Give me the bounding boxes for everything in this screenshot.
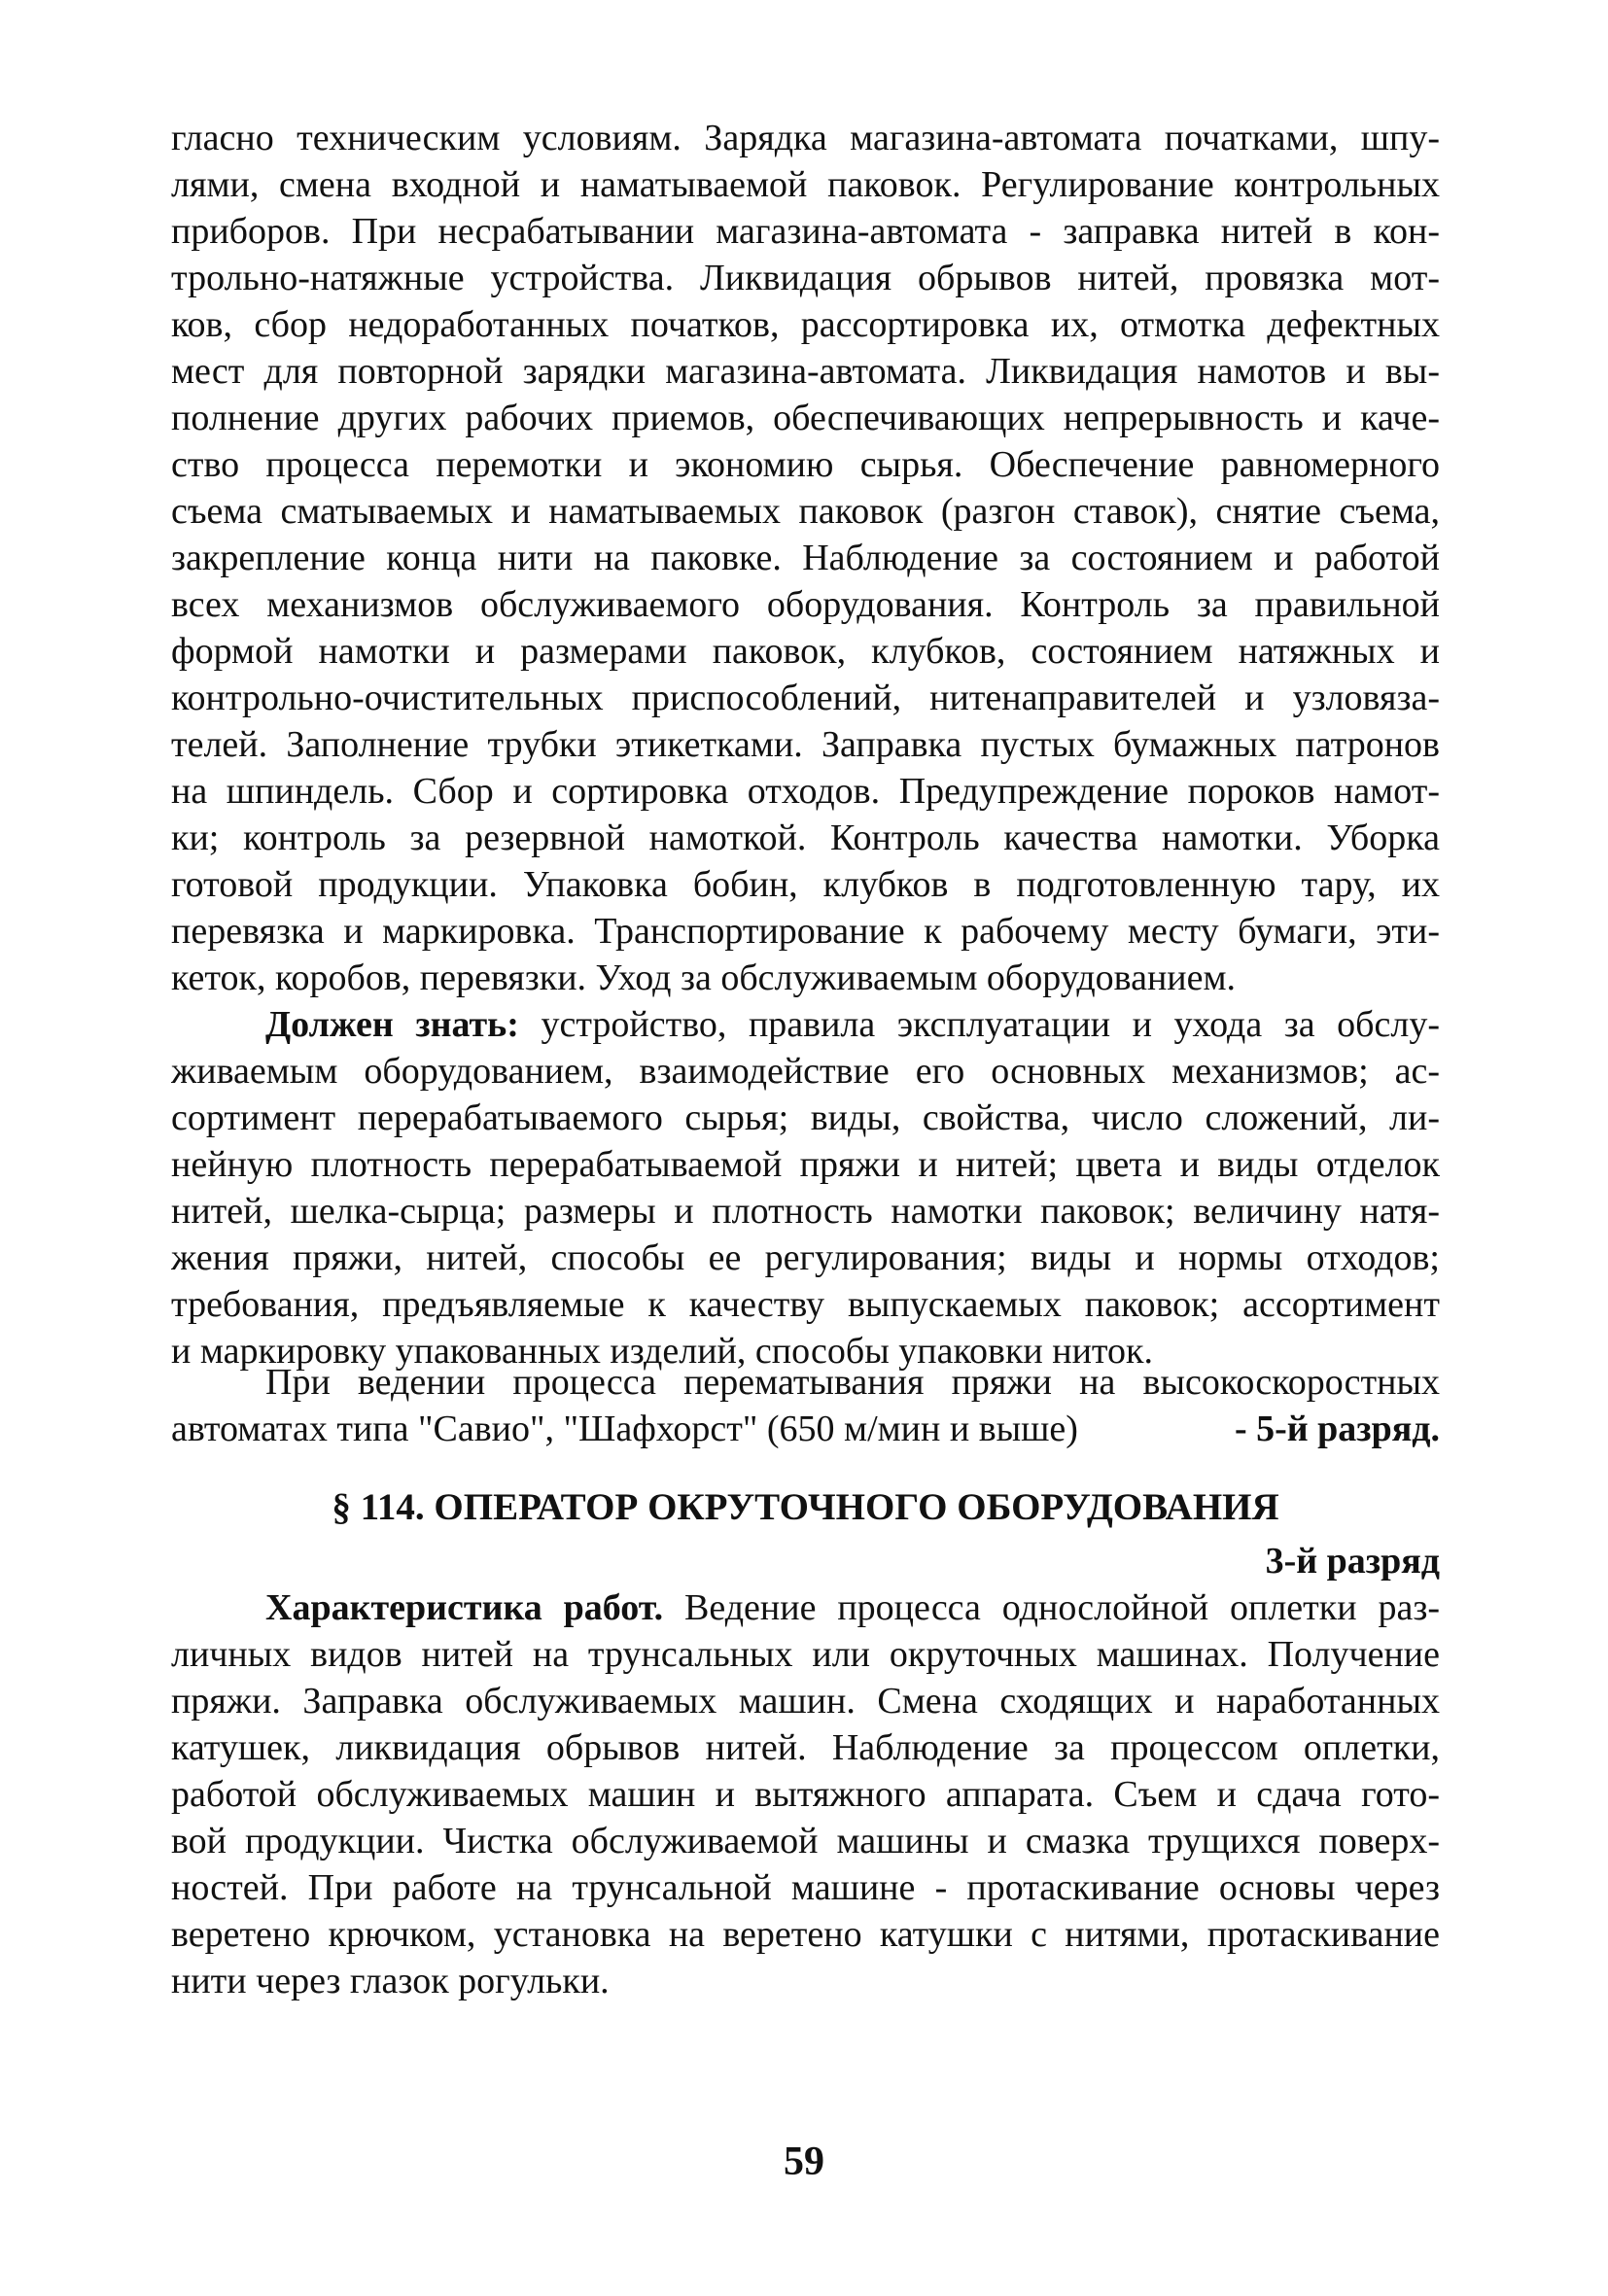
text-line: формой намотки и размерами паковок, клубков, состоянием натяжных и [171,631,1440,672]
text-line: полнение других рабочих приемов, обеспечивающих непрерывность и каче- [171,398,1440,438]
text-line: телей. Заполнение трубки этикетками. Заправка пустых бумажных патронов [171,724,1440,765]
text-line: нейную плотность перерабатываемой пряжи и нитей; цвета и виды отделок [171,1144,1440,1185]
text-line: ностей. При работе на трунсальной машине - протаскивание основы через [171,1867,1440,1908]
text-line: трольно-натяжные устройства. Ликвидация обрывов нитей, провязка мот- [171,258,1440,298]
text-line: сортимент перерабатываемого сырья; виды, свойства, число сложений, ли- [171,1097,1440,1138]
text-line: катушек, ликвидация обрывов нитей. Наблюдение за процессом оплетки, [171,1727,1440,1768]
text-line: жения пряжи, нитей, способы ее регулирования; виды и нормы отходов; [171,1237,1440,1278]
page-number: 59 [784,2139,824,2184]
text-line: пряжи. Заправка обслуживаемых машин. Смена сходящих и наработанных [171,1681,1440,1722]
text-line: съема сматываемых и наматываемых паковок (разгон ставок), снятие съема, [171,491,1440,532]
characteristics-paragraph [171,1584,1440,2004]
section-title: § 114. ОПЕРАТОР ОКРУТОЧНОГО ОБОРУДОВАНИЯ [332,1486,1279,1528]
note-line-2-text: автоматах типа "Савио", "Шафхорст" (650 м/мин и выше) [171,1409,1078,1449]
text-line: кеток, коробов, перевязки. Уход за обслуживаемым оборудованием. [171,957,1237,998]
text-line: живаемым оборудованием, взаимодействие его основных механизмов; ас- [171,1051,1440,1092]
text-line: приборов. При несрабатывании магазина-автомата - заправка нитей в кон- [171,211,1440,252]
characteristics-label: Характеристика работ. [265,1587,664,1628]
text-line: веретено крючком, установка на веретено катушки с нитями, протаскивание [171,1914,1440,1955]
text-line: и маркировку упакованных изделий, способы упаковки ниток. [171,1331,1153,1372]
text-line: нити через глазок рогульки. [171,1961,610,2001]
section-rank: 3-й разряд [1265,1541,1440,1582]
characteristics-first-text: Ведение процесса однослойной оплетки раз- [663,1587,1440,1628]
must-know-first-text: устройство, правила эксплуатации и ухода за обслу- [518,1004,1440,1045]
text-line: ков, сбор недоработанных початков, рассортировка их, отмотка дефектных [171,304,1440,345]
text-line: гласно техническим условиям. Зарядка магазина-автомата початками, шпу- [171,118,1440,158]
text-line: мест для повторной зарядки магазина-автомата. Ликвидация намотов и вы- [171,351,1440,392]
characteristics-first-line [171,1584,1440,1631]
text-line: контрольно-очистительных приспособлений, нитенаправителей и узловяза- [171,678,1440,718]
text-line: работой обслуживаемых машин и вытяжного аппарата. Съем и сдача гото- [171,1774,1440,1815]
text-line: на шпиндель. Сбор и сортировка отходов. Предупреждение пороков намот- [171,771,1440,812]
text-line: личных видов нитей на трунсальных или окруточных машинах. Получение [171,1634,1440,1675]
note-line-2 [171,1406,1440,1452]
text-line: перевязка и маркировка. Транспортирование к рабочему месту бумаги, эти- [171,911,1440,952]
text-line: вой продукции. Чистка обслуживаемой машины и смазка трущихся поверх- [171,1821,1440,1861]
text-line: нитей, шелка-сырца; размеры и плотность намотки паковок; величину натя- [171,1191,1440,1232]
text-line: ство процесса перемотки и экономию сырья. Обеспечение равномерного [171,444,1440,485]
text-line: ки; контроль за резервной намоткой. Контроль качества намотки. Уборка [171,818,1440,858]
must-know-first-line [171,1001,1440,1048]
note-line-1: При ведении процесса перематывания пряжи на высокоскоростных [265,1362,1440,1403]
must-know-label: Должен знать: [265,1004,519,1045]
note-grade: - 5-й разряд. [1234,1409,1440,1449]
text-line: требования, предъявляемые к качеству выпускаемых паковок; ассортимент [171,1284,1440,1325]
text-line: лями, смена входной и наматываемой паковок. Регулирование контрольных [171,164,1440,205]
paragraph-continuation [171,115,1440,1374]
text-line: закрепление конца нити на паковке. Наблюдение за состоянием и работой [171,538,1440,578]
grade-note [171,1359,1440,1452]
text-line: готовой продукции. Упаковка бобин, клубков в подготовленную тару, их [171,864,1440,905]
text-line: всех механизмов обслуживаемого оборудования. Контроль за правильной [171,584,1440,625]
